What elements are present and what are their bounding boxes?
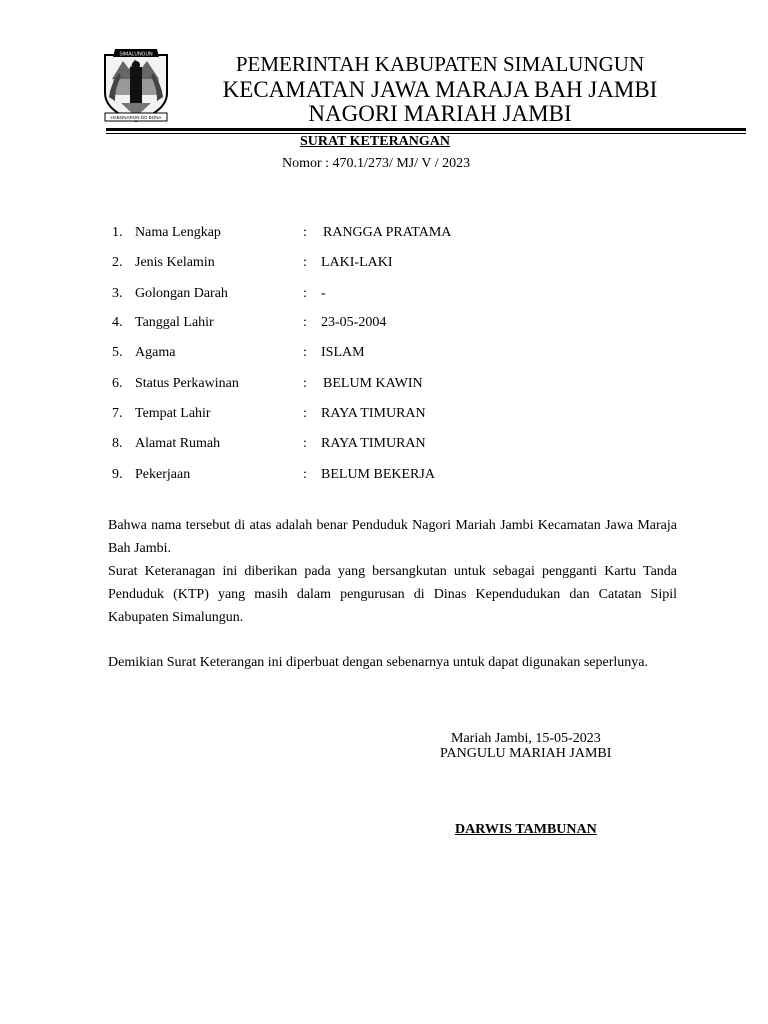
field-number: 3. <box>112 286 123 301</box>
field-colon: : <box>303 315 307 330</box>
field-row <box>0 467 768 485</box>
field-number: 4. <box>112 315 123 330</box>
field-value: - <box>321 286 326 301</box>
field-number: 1. <box>112 225 123 240</box>
field-value: ISLAM <box>321 345 365 360</box>
field-label: Golongan Darah <box>135 286 228 301</box>
document-number: Nomor : 470.1/273/ MJ/ V / 2023 <box>282 156 471 171</box>
simalungun-emblem-icon <box>101 47 171 125</box>
letterhead-rule-thick <box>106 128 746 131</box>
statement-paragraph: Bahwa nama tersebut di atas adalah benar Penduduk Nagori Mariah Jambi Kecamatan Jawa Maraja Bah Jambi. <box>108 518 677 556</box>
field-label: Alamat Rumah <box>135 436 221 451</box>
field-row <box>0 345 768 363</box>
field-row <box>0 255 768 273</box>
field-row <box>0 286 768 304</box>
field-number: 2. <box>112 255 123 270</box>
logo-top-text: SIMALUNGUN <box>119 51 153 58</box>
field-row <box>0 376 768 394</box>
signature-place-date: Mariah Jambi, 15-05-2023 <box>451 731 601 746</box>
field-label: Tempat Lahir <box>135 406 211 421</box>
field-colon: : <box>303 406 307 421</box>
field-colon: : <box>303 286 307 301</box>
field-label: Status Perkawinan <box>135 376 239 391</box>
field-label: Nama Lengkap <box>135 225 221 240</box>
logo-banner-text: HABONARON DO BONA <box>110 115 162 120</box>
field-colon: : <box>303 436 307 451</box>
field-number: 5. <box>112 345 123 360</box>
field-number: 9. <box>112 467 123 482</box>
field-colon: : <box>303 345 307 360</box>
field-row <box>0 406 768 424</box>
field-value: 23-05-2004 <box>321 315 387 330</box>
field-colon: : <box>303 255 307 270</box>
letterhead-village: NAGORI MARIAH JAMBI <box>308 101 572 126</box>
field-label: Tanggal Lahir <box>135 315 214 330</box>
field-row <box>0 225 768 243</box>
field-colon: : <box>303 467 307 482</box>
field-value: RAYA TIMURAN <box>321 406 426 421</box>
field-row <box>0 315 768 333</box>
signature-position: PANGULU MARIAH JAMBI <box>440 746 612 761</box>
field-label: Pekerjaan <box>135 467 191 482</box>
field-number: 7. <box>112 406 123 421</box>
field-number: 6. <box>112 376 123 391</box>
letterhead-government: PEMERINTAH KABUPATEN SIMALUNGUN <box>235 52 645 76</box>
field-label: Jenis Kelamin <box>135 255 215 270</box>
document-title: SURAT KETERANGAN <box>300 134 451 149</box>
closing-paragraph: Demikian Surat Keterangan ini diperbuat dengan sebenarnya untuk dapat digunakan seperlunya. <box>108 655 648 670</box>
field-colon: : <box>303 225 307 240</box>
field-value: BELUM KAWIN <box>323 376 423 391</box>
field-number: 8. <box>112 436 123 451</box>
field-value: BELUM BEKERJA <box>321 467 435 482</box>
field-value: RAYA TIMURAN <box>321 436 426 451</box>
field-label: Agama <box>135 345 176 360</box>
signatory-name: DARWIS TAMBUNAN <box>455 822 597 837</box>
letterhead-district: KECAMATAN JAWA MARAJA BAH JAMBI <box>222 77 658 102</box>
field-value: LAKI-LAKI <box>321 255 393 270</box>
field-colon: : <box>303 376 307 391</box>
field-value: RANGGA PRATAMA <box>323 225 452 240</box>
regency-logo <box>101 47 171 125</box>
field-row <box>0 436 768 454</box>
purpose-paragraph: Surat Keteranagan ini diberikan pada yang bersangkutan untuk sebagai pengganti Kartu Tanda Penduduk (KTP) yang masih dalam pengurusan di Dinas Kependudukan dan Catatan Sipil Kabupaten Simalungun. <box>108 564 677 625</box>
